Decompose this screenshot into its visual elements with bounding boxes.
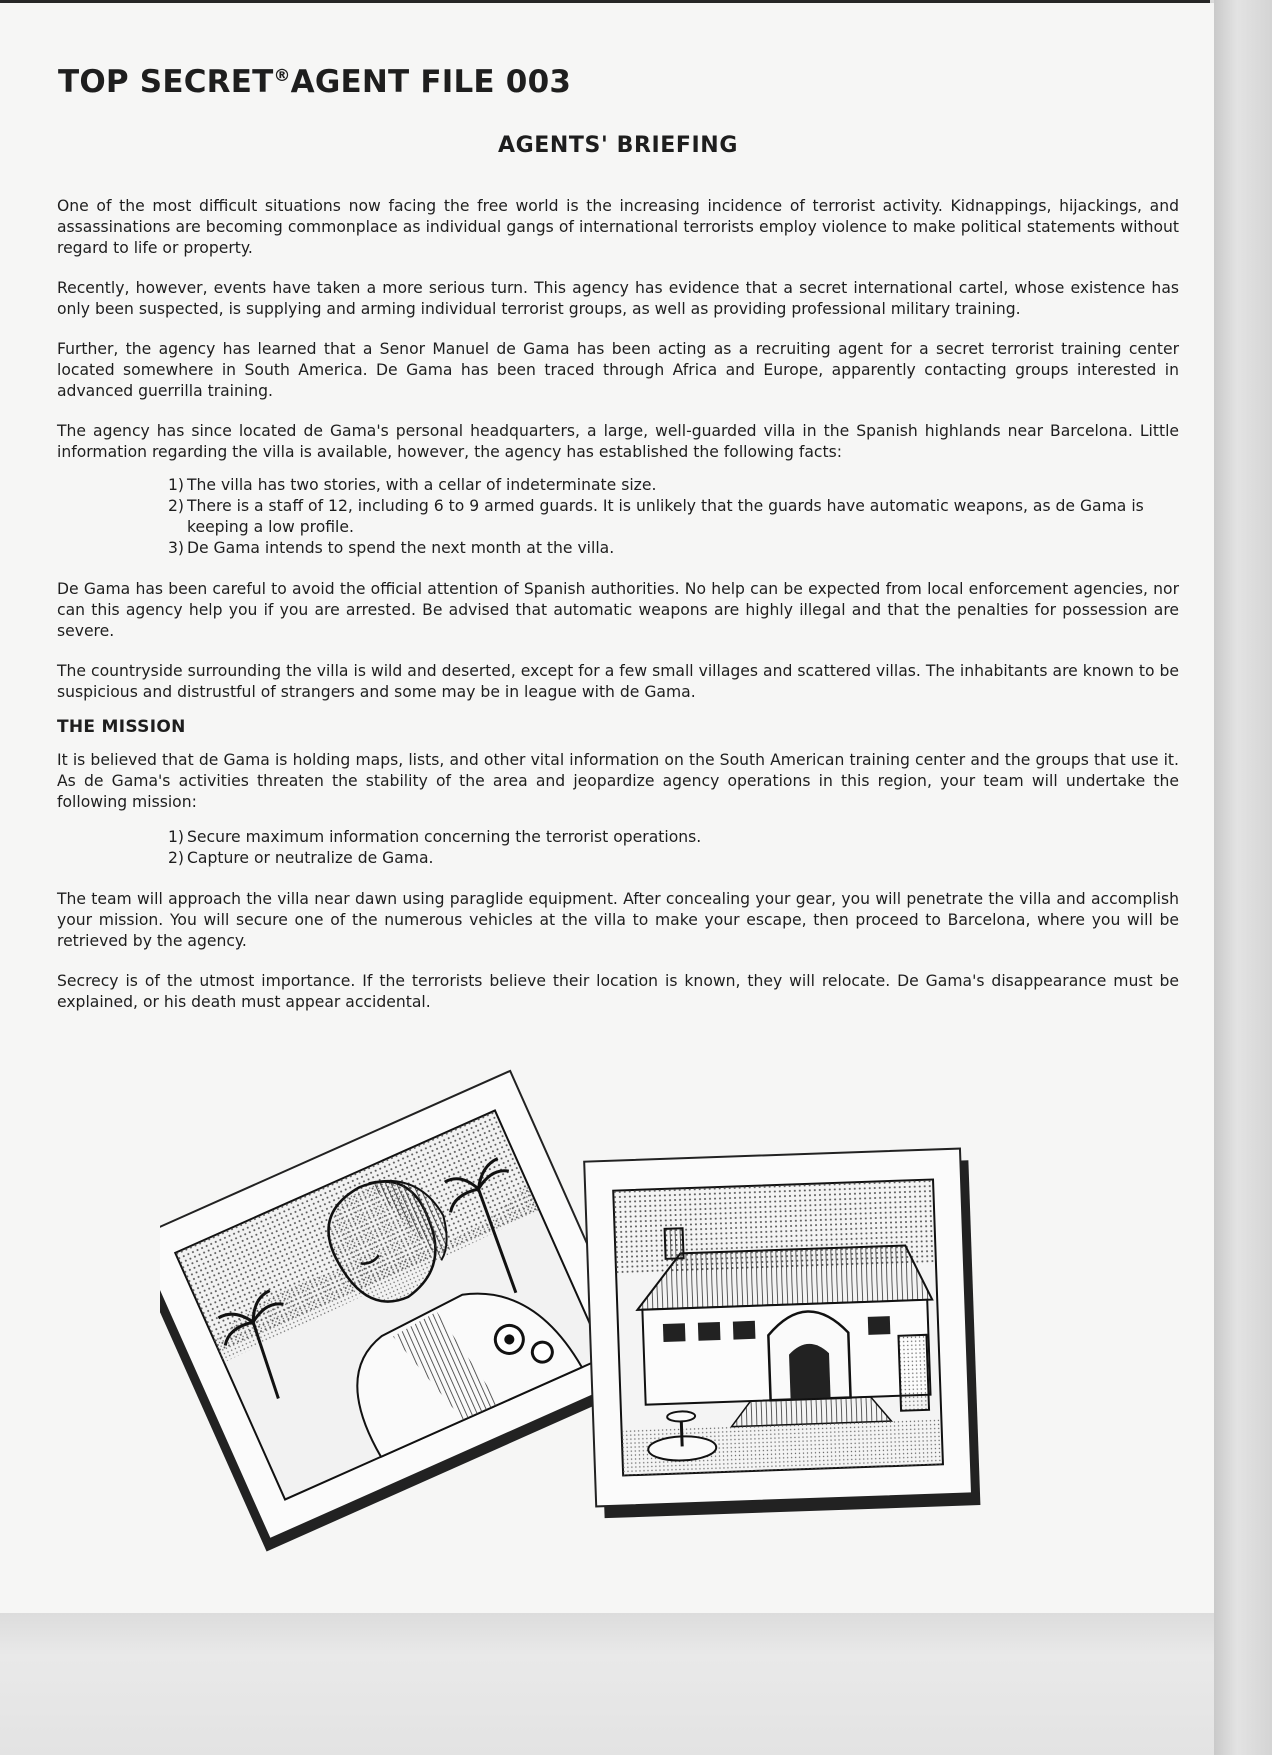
list-text: The villa has two stories, with a cellar of indeterminate size.: [187, 476, 657, 494]
briefing-heading: AGENTS' BRIEFING: [498, 133, 738, 158]
list-number: 1): [168, 828, 185, 846]
list-text: De Gama intends to spend the next month at the villa.: [187, 539, 615, 557]
list-text: Capture or neutralize de Gama.: [187, 849, 434, 867]
villa-facts-list: [57, 475, 1179, 559]
title-text: TOP SECRET: [58, 64, 274, 100]
mission-heading: THE MISSION: [57, 717, 186, 737]
list-item: [168, 475, 1179, 496]
scan-page-edge: [1214, 0, 1272, 1755]
portrait-photo: [160, 1071, 648, 1552]
villa-photo: [584, 1148, 980, 1518]
list-item: [168, 848, 1179, 869]
closing-paragraph-1: The team will approach the villa near dawn using paraglide equipment. After concealing your gear, you will penetrate the villa and accomplish your mission. You will secure one of the numerous vehicles at the villa to make your escape, then proceed to Barcelona, where you will be retrieved by the agency.: [57, 890, 1179, 950]
list-text: Secure maximum information concerning the terrorist operations.: [187, 828, 702, 846]
intro-paragraph-4: The agency has since located de Gama's personal headquarters, a large, well-guarded villa in the Spanish highlands near Barcelona. Little information regarding the villa is available, however, the agency has established the following facts:: [57, 422, 1179, 461]
closing-paragraph-2: Secrecy is of the utmost importance. If the terrorists believe their location is known, they will relocate. De Gama's disappearance must be explained, or his death must appear accidental.: [57, 972, 1179, 1011]
middle-paragraph-1: De Gama has been careful to avoid the official attention of Spanish authorities. No help can be expected from local enforcement agencies, nor can this agency help you if you are arrested. Be advised that automatic weapons are highly illegal and that the penalties for possession are severe.: [57, 580, 1179, 640]
intro-paragraph-3: Further, the agency has learned that a Senor Manuel de Gama has been acting as a recruiting agent for a secret terrorist training center located somewhere in South America. De Gama has been traced through Africa and Europe, apparently contacting groups interested in advanced guerrilla training.: [57, 340, 1179, 400]
list-number: 2): [168, 497, 185, 515]
list-item: [168, 827, 1179, 848]
photos-svg: [160, 1060, 1000, 1560]
scan-bottom-margin: [0, 1613, 1214, 1755]
briefing-body: [57, 196, 1179, 1032]
middle-paragraph-2: The countryside surrounding the villa is wild and deserted, except for a few small villages and scattered villas. The inhabitants are known to be suspicious and distrustful of strangers and some may be in league with de Gama.: [57, 662, 1179, 701]
document-title: [58, 64, 571, 100]
title-suffix: AGENT FILE 003: [290, 64, 572, 100]
list-text: There is a staff of 12, including 6 to 9 armed guards. It is unlikely that the guards have automatic weapons, as de Gama is keeping a low profile.: [187, 497, 1144, 536]
intro-paragraph-1: One of the most difficult situations now facing the free world is the increasing incidence of terrorist activity. Kidnappings, hijackings, and assassinations are becoming commonplace as individual gangs of international terrorists employ violence to make political statements without regard to life or property.: [57, 197, 1179, 257]
registered-mark: ®: [273, 66, 291, 86]
list-item: [168, 496, 1179, 538]
list-number: 1): [168, 476, 185, 494]
list-number: 3): [168, 539, 185, 557]
list-number: 2): [168, 849, 185, 867]
list-item: [168, 538, 1179, 559]
mission-objectives-list: [57, 827, 1179, 869]
photos-illustration: [160, 1060, 1000, 1560]
mission-intro-paragraph: It is believed that de Gama is holding maps, lists, and other vital information on the South American training center and the groups that use it. As de Gama's activities threaten the stability of the area and jeopardize agency operations in this region, your team will undertake the following mission:: [57, 751, 1179, 811]
villa-image: [613, 1180, 943, 1476]
intro-paragraph-2: Recently, however, events have taken a more serious turn. This agency has evidence that a secret international cartel, whose existence has only been suspected, is supplying and arming individual terrorist groups, as well as providing professional military training.: [57, 279, 1179, 318]
